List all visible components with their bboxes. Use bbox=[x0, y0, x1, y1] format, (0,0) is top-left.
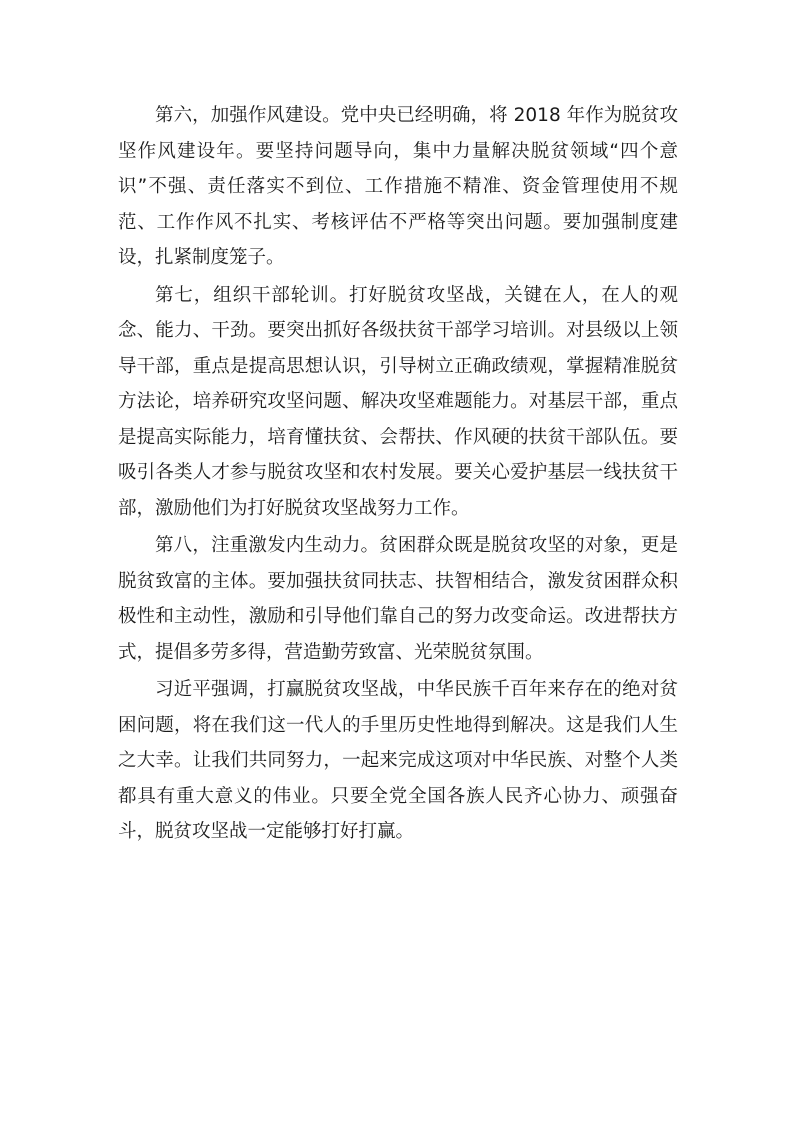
paragraph-seventh-cadre-training: 第七，组织干部轮训。打好脱贫攻坚战，关键在人，在人的观念、能力、干劲。要突出抓好各级扶贫干部学习培训。对县级以上领导干部，重点是提高思想认识，引导树立正确政绩观，掌握精准脱贫方法论，培养研究攻坚问题、解决攻坚难题能力。对基层干部，重点是提高实际能力，培育懂扶贫、会帮扶、作风硬的扶贫干部队伍。要吸引各类人才参与脱贫攻坚和农村发展。要关心爱护基层一线扶贫干部，激励他们为打好脱贫攻坚战努力工作。 bbox=[118, 284, 678, 519]
paragraph-eighth-internal-motivation: 第八，注重激发内生动力。贫困群众既是脱贫攻坚的对象，更是脱贫致富的主体。要加强扶贫同扶志、扶智相结合，激发贫困群众积极性和主动性，激励和引导他们靠自己的努力改变命运。改进帮扶方式，提倡多劳多得，营造勤劳致富、光荣脱贫氛围。 bbox=[118, 535, 678, 663]
document-body bbox=[118, 98, 678, 852]
paragraph-conclusion: 习近平强调，打赢脱贫攻坚战，中华民族千百年来存在的绝对贫困问题，将在我们这一代人的手里历史性地得到解决。这是我们人生之大幸。让我们共同努力，一起来完成这项对中华民族、对整个人类都具有重大意义的伟业。只要全党全国各族人民齐心协力、顽强奋斗，脱贫攻坚战一定能够打好打赢。 bbox=[118, 679, 678, 842]
paragraph-sixth-work-style: 第六，加强作风建设。党中央已经明确，将 2018 年作为脱贫攻坚作风建设年。要坚持问题导向，集中力量解决脱贫领域“四个意识”不强、责任落实不到位、工作措施不精准、资金管理使用不规范、工作作风不扎实、考核评估不严格等突出问题。要加强制度建设，扎紧制度笼子。 bbox=[118, 105, 678, 268]
